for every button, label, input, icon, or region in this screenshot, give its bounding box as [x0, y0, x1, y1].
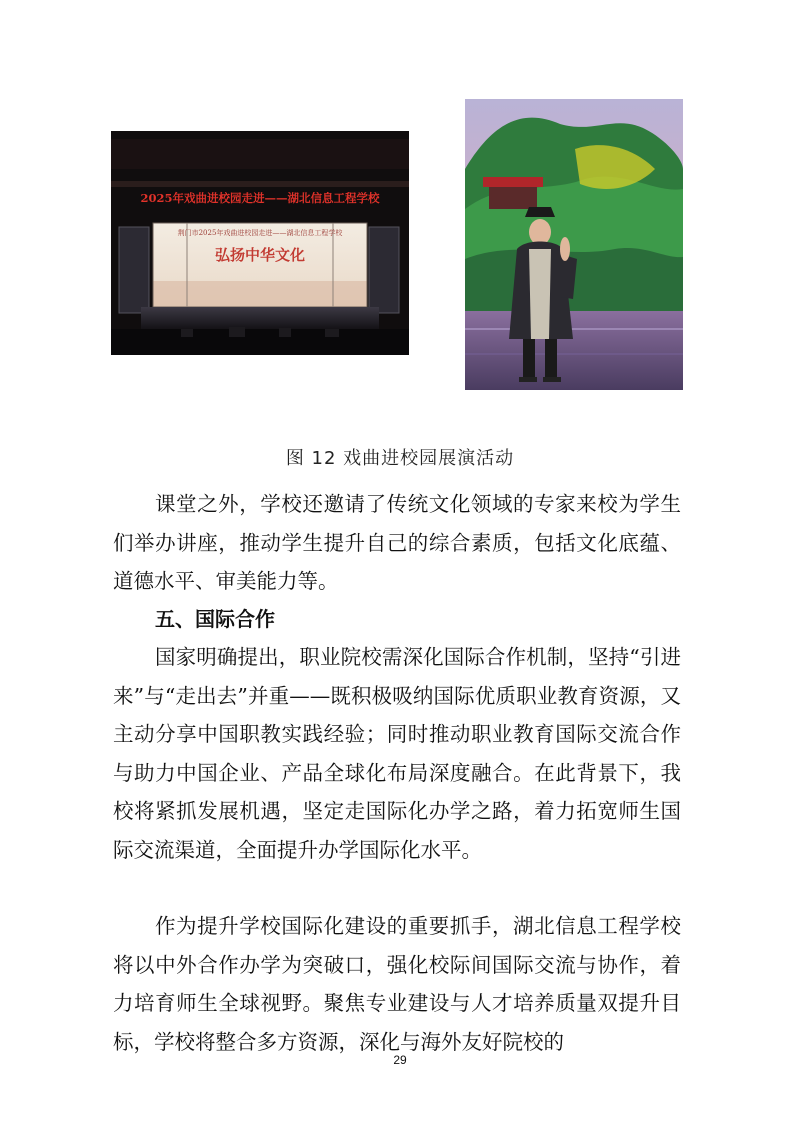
screen-text: 荆门市2025年戏曲进校园走进——湖北信息工程学校 — [177, 229, 343, 237]
paragraph-lectures: 课堂之外，学校还邀请了传统文化领域的专家来校为学生们举办讲座，推动学生提升自己的综合素质，包括文化底蕴、道德水平、审美能力等。 — [113, 492, 681, 593]
figure-caption: 图 12 戏曲进校园展演活动 — [285, 448, 515, 469]
banner-text: 2025年戏曲进校园走进——湖北信息工程学校 — [140, 191, 380, 205]
section-heading: 五、国际合作 — [155, 607, 275, 631]
performer-photo — [465, 99, 683, 390]
stage-photo — [111, 131, 409, 355]
screen-calligraphy: 弘扬中华文化 — [214, 246, 306, 264]
paragraph-policy: 国家明确提出，职业院校需深化国际合作机制，坚持“引进来”与“走出去”并重——既积极吸纳国际优质职业教育资源，又主动分享中国职教实践经验；同时推动职业教育国际交流合作与助力中国企业、产品全球化布局深度融合。在此背景下，我校将紧抓发展机遇，坚定走国际化办学之路，着力拓宽师生国际交流渠道，全面提升办学国际化水平。 — [113, 645, 681, 862]
paragraph-cooperation: 作为提升学校国际化建设的重要抓手，湖北信息工程学校将以中外合作办学为突破口，强化校际间国际交流与协作，着力培育师生全球视野。聚焦专业建设与人才培养质量双提升目标，学校将整合多方资源，深化与海外友好院校的 — [113, 914, 681, 1054]
page-number: 29 — [393, 1053, 407, 1067]
